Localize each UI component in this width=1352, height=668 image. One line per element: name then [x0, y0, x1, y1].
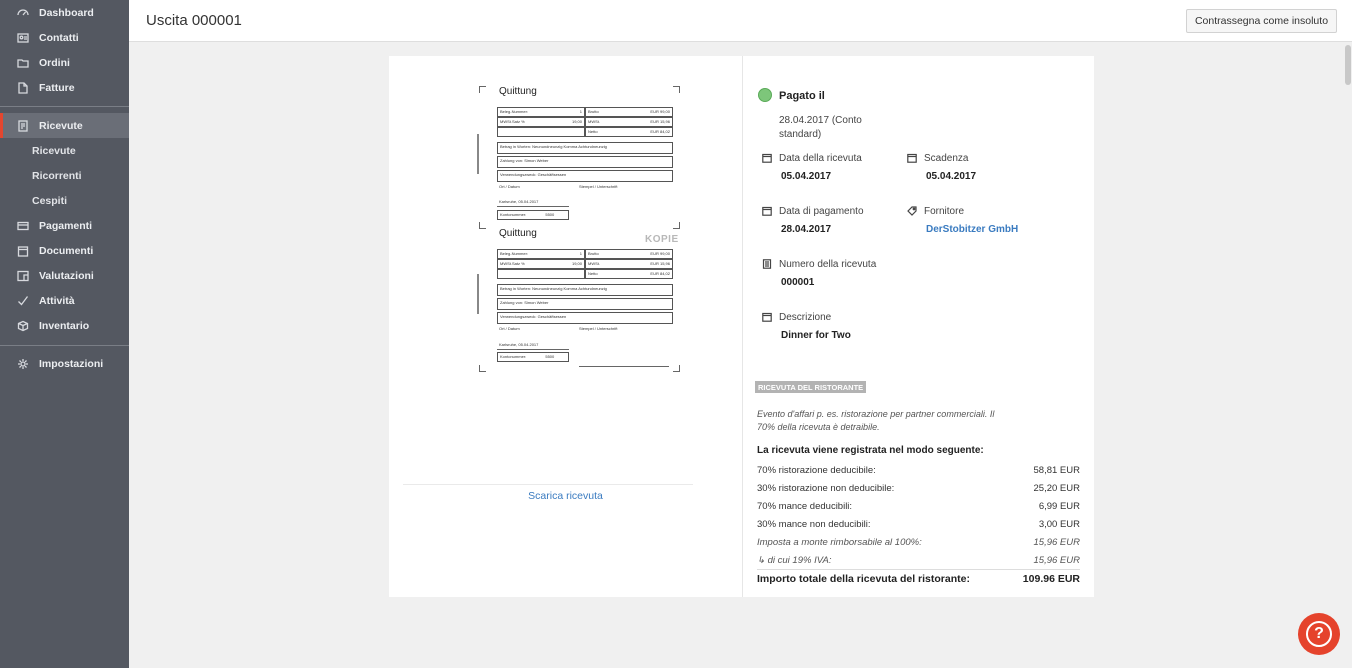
booking-row-label: 70% ristorazione deducibile: — [757, 465, 876, 476]
scrollbar-thumb[interactable] — [1345, 45, 1351, 85]
sidebar-item-label: Ricevute — [39, 119, 83, 132]
receipt-field: Brutto EUR 99,00 — [585, 249, 673, 259]
booking-row-label: Imposta a monte rimborsabile al 100%: — [757, 537, 922, 548]
paid-date: 28.04.2017 (Conto standard) — [779, 115, 862, 140]
page-title: Uscita 000001 — [146, 12, 242, 29]
check-icon — [16, 294, 30, 308]
sidebar-item-attivita[interactable] — [0, 288, 129, 313]
sidebar-item-label: Contatti — [39, 31, 79, 44]
crop-corner — [479, 365, 486, 372]
sidebar-item-label: Impostazioni — [39, 357, 104, 370]
sidebar-item-impostazioni[interactable] — [0, 351, 129, 376]
receipt-text: Ort / Datum — [499, 184, 520, 189]
card-divider — [742, 56, 743, 597]
receipt-line — [497, 206, 569, 207]
sidebar-item-label: Pagamenti — [39, 219, 93, 232]
restaurant-description: Evento d'affari p. es. ristorazione per partner commerciali. Il 70% della ricevuta è detraibile. — [757, 409, 995, 432]
receipt-text: Karlsruhe, 05.04.2017 — [499, 342, 539, 347]
sidebar-item-dashboard[interactable] — [0, 0, 129, 25]
scrollbar-track[interactable] — [1344, 42, 1352, 668]
receipt-text: Stempel / Unterschrift — [579, 326, 618, 331]
sidebar-item-pagamenti[interactable] — [0, 213, 129, 238]
description-value: Dinner for Two — [781, 330, 851, 341]
side-text — [477, 134, 479, 174]
receipt-field: MWSt. EUR 15,96 — [585, 117, 673, 127]
receipt-line — [579, 366, 669, 367]
calendar-doc-icon — [16, 244, 30, 258]
sidebar-item-inventario[interactable] — [0, 313, 129, 338]
crop-corner — [479, 222, 486, 229]
gear-icon — [16, 357, 30, 371]
booking-row-value: 15,96 EUR — [1033, 537, 1080, 548]
receipt-field: Verwendungszweck: Geschäftsessen — [497, 312, 673, 324]
card-icon — [16, 219, 30, 233]
sidebar-item-label: Attività — [39, 294, 75, 307]
receipt-field: Zahlung von: Simon Weber — [497, 298, 673, 310]
receipt-number-label: Numero della ricevuta — [779, 259, 877, 270]
booking-row-label: 70% mance deducibili: — [757, 501, 853, 512]
calendar-icon — [762, 206, 772, 216]
sidebar — [0, 0, 129, 668]
crop-corner — [673, 365, 680, 372]
receipt-line — [497, 349, 569, 350]
sidebar-item-contatti[interactable] — [0, 25, 129, 50]
download-receipt-link[interactable]: Scarica ricevuta — [528, 490, 603, 502]
receipt-field: Brutto EUR 99,00 — [585, 107, 673, 117]
receipt-title: Quittung — [499, 86, 537, 97]
booking-title: La ricevuta viene registrata nel modo seguente: — [757, 445, 984, 456]
receipt-field: MWSt. EUR 15,96 — [585, 259, 673, 269]
total-separator — [757, 569, 1080, 570]
receipt-field: Netto EUR 84,02 — [585, 269, 673, 279]
sidebar-item-ricevute[interactable] — [0, 113, 129, 138]
sidebar-item-valutazioni[interactable] — [0, 263, 129, 288]
booking-row-value: 15,96 EUR — [1033, 555, 1080, 566]
help-icon: ? — [1306, 621, 1332, 647]
receipt-title: Quittung — [499, 228, 537, 239]
booking-row-value: 58,81 EUR — [1033, 465, 1080, 476]
document-icon — [16, 81, 30, 95]
receipt-field: Zahlung von: Simon Weber — [497, 156, 673, 168]
contacts-icon — [16, 31, 30, 45]
chart-icon — [16, 269, 30, 283]
page-header — [129, 0, 1352, 42]
sidebar-subitem-ricorrenti[interactable]: Ricorrenti — [32, 170, 82, 182]
side-text — [477, 274, 479, 314]
receipt-date-label: Data della ricevuta — [779, 153, 862, 164]
receipt-field: Netto EUR 84,02 — [585, 127, 673, 137]
dashboard-icon — [16, 6, 30, 20]
sidebar-item-label: Documenti — [39, 244, 94, 257]
sidebar-subitem-cespiti[interactable]: Cespiti — [32, 195, 68, 207]
tag-icon — [907, 206, 917, 216]
booking-row-value: 6,99 EUR — [1038, 501, 1080, 512]
sidebar-item-fatture[interactable] — [0, 75, 129, 100]
booking-row-label: 30% ristorazione non deducibile: — [757, 483, 895, 494]
due-date-label: Scadenza — [924, 153, 969, 164]
receipt-number-value: 000001 — [781, 277, 815, 288]
mark-unpaid-button[interactable]: Contrassegna come insoluto — [1186, 9, 1337, 33]
crop-corner — [479, 86, 486, 93]
sidebar-divider — [0, 345, 129, 346]
calendar-icon — [762, 153, 772, 163]
supplier-link[interactable]: DerStobitzer GmbH — [926, 224, 1019, 235]
receipt-date-value: 05.04.2017 — [781, 171, 832, 182]
receipt-field: Betrag in Worten: Neunundneunzig Komma Achtundneunzig — [497, 142, 673, 154]
receipt-field: Betrag in Worten: Neunundneunzig Komma Achtundneunzig — [497, 284, 673, 296]
paid-check-icon — [758, 88, 772, 102]
copy-stamp: KOPIE — [645, 234, 679, 245]
receipt-preview-image[interactable] — [477, 84, 682, 434]
receipt-text: Stempel / Unterschrift — [579, 184, 618, 189]
help-button[interactable] — [1298, 613, 1340, 655]
crop-corner — [673, 222, 680, 229]
sidebar-item-label: Fatture — [39, 81, 75, 94]
download-separator — [403, 484, 693, 485]
receipt-field: Beleg-Nummer: 1 — [497, 107, 585, 117]
receipt-field: Beleg-Nummer: 1 — [497, 249, 585, 259]
folder-icon — [16, 56, 30, 70]
receipt-icon — [16, 119, 30, 133]
receipt-field: Kontonummer: 5500 — [497, 352, 569, 362]
supplier-label: Fornitore — [924, 206, 965, 217]
receipt-field: Kontonummer: 5500 — [497, 210, 569, 220]
sidebar-item-documenti[interactable] — [0, 238, 129, 263]
receipt-text: Ort / Datum — [499, 326, 520, 331]
crop-corner — [673, 86, 680, 93]
description-icon — [762, 312, 772, 322]
receipt-field — [497, 127, 585, 137]
paid-label: Pagato il — [779, 90, 825, 102]
receipt-field: MWSt.Satz % 19,00 — [497, 259, 585, 269]
receipt-field: Verwendungszweck: Geschäftsessen — [497, 170, 673, 182]
receipt-number-icon — [762, 259, 772, 269]
booking-row-value: 3,00 EUR — [1038, 519, 1080, 530]
sidebar-item-label: Ordini — [39, 56, 70, 69]
booking-row-value: 25,20 EUR — [1033, 483, 1080, 494]
receipt-text: Karlsruhe, 05.04.2017 — [499, 199, 539, 204]
calendar-icon — [907, 153, 917, 163]
payment-date-value: 28.04.2017 — [781, 224, 832, 235]
total-label: Importo totale della ricevuta del ristorante: — [757, 573, 970, 585]
due-date-value: 05.04.2017 — [926, 171, 977, 182]
booking-row-label: ↳ di cui 19% IVA: — [757, 555, 832, 566]
receipt-field: MWSt.Satz % 19,00 — [497, 117, 585, 127]
sidebar-item-ordini[interactable] — [0, 50, 129, 75]
receipt-field — [497, 269, 585, 279]
sidebar-item-label: Inventario — [39, 319, 90, 332]
receipt-card — [389, 56, 1094, 597]
sidebar-item-label: Dashboard — [39, 6, 94, 19]
sidebar-item-label: Valutazioni — [39, 269, 94, 282]
restaurant-receipt-tag: RICEVUTA DEL RISTORANTE — [755, 381, 866, 393]
payment-date-label: Data di pagamento — [779, 206, 864, 217]
sidebar-subitem-ricevute[interactable]: Ricevute — [32, 145, 76, 157]
total-value: 109.96 EUR — [1022, 573, 1080, 585]
sidebar-divider — [0, 106, 129, 107]
booking-row-label: 30% mance non deducibili: — [757, 519, 871, 530]
description-label: Descrizione — [779, 312, 832, 323]
box-icon — [16, 319, 30, 333]
